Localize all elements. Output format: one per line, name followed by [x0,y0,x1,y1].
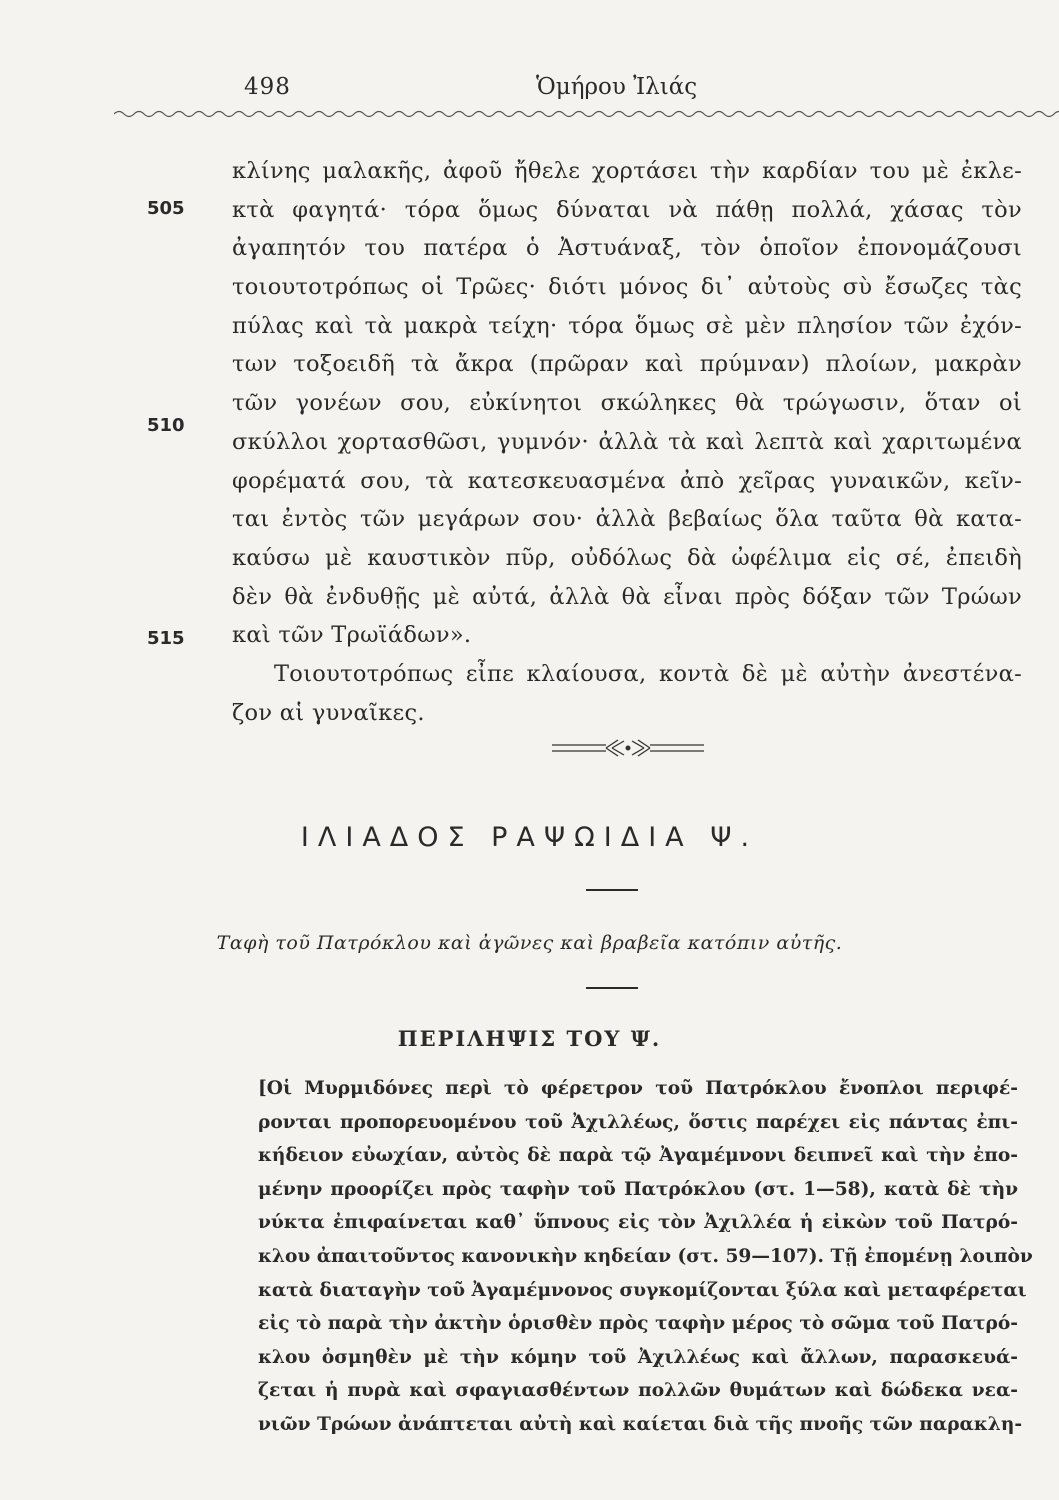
poem-line: ται ἐντὸς τῶν μεγάρων σου· ἀλλὰ βεβαίως ὅλα ταῦτα θὰ κατα- [232,506,1022,533]
summary-text [258,1072,1033,1442]
poem-line: των τοξοειδῆ τὰ ἄκρα (πρῶραν καὶ πρύμναν) πλοίων, μακρὰν [232,351,1022,378]
wavy-header-rule [114,108,1059,120]
title-rule [586,889,638,891]
ornament-divider [548,733,708,763]
poem-text [232,152,1022,732]
summary-line: νιῶν Τρώων ἀνάπτεται αὐτὴ καὶ καίεται διὰ τῆς πνοῆς τῶν παρακλη- [258,1413,1023,1435]
poem-line: σκύλλοι χορτασθῶσι, γυμνόν· ἀλλὰ τὰ καὶ λεπτὰ καὶ χαριτωμένα [232,428,1022,455]
summary-line: ρονται προπορευομένου τοῦ Ἀχιλλέως, ὅστις παρέχει εἰς πάντας ἐπι- [258,1111,1018,1133]
poem-line: τοιουτοτρόπως οἱ Τρῶες· διότι μόνος δι᾽ αὐτοὺς σὺ ἔσωζες τὰς [232,274,1022,301]
poem-line: Τοιουτοτρόπως εἶπε κλαίουσα, κοντὰ δὲ μὲ αὐτὴν ἀνεστένα- [274,660,1022,687]
summary-line: κλου ὀσμηθὲν μὲ τὴν κόμην τοῦ Ἀχιλλέως καὶ ἄλλων, παρασκευά- [258,1346,1018,1368]
summary-line: εἰς τὸ παρὰ τὴν ἀκτὴν ὁρισθὲν πρὸς ταφὴν μέρος τὸ σῶμα τοῦ Πατρό- [258,1313,1018,1335]
summary-line: [Οἱ Μυρμιδόνες περὶ τὸ φέρετρον τοῦ Πατρόκλου ἔνοπλοι περιφέ- [258,1078,1018,1099]
verse-number: 505 [147,198,185,219]
summary-line: κήδειον εὐωχίαν, αὐτὸς δὲ παρὰ τῷ Ἀγαμέμνονι δειπνεῖ καὶ τὴν ἐπο- [258,1145,1018,1167]
verse-number: 510 [147,415,185,436]
page-number: 498 [244,74,291,100]
page-header [244,74,1024,114]
poem-line: ζον αἱ γυναῖκες. [232,699,425,726]
subtitle-rule [586,987,638,989]
poem-line: καὶ τῶν Τρωϊάδων». [232,622,472,649]
verse-number: 515 [147,628,185,649]
summary-line: ζεται ἡ πυρὰ καὶ σφαγιασθέντων πολλῶν θυμάτων καὶ δώδεκα νεα- [258,1380,1018,1402]
poem-line: πύλας καὶ τὰ μακρὰ τείχη· τόρα ὅμως σὲ μὲν πλησίον τῶν ἐχόν- [232,312,1022,339]
poem-line: κλίνης μαλακῆς, ἀφοῦ ἤθελε χορτάσει τὴν καρδίαν του μὲ ἐκλε- [232,158,1022,184]
summary-line: κατὰ διαταγὴν τοῦ Ἀγαμέμνονος συγκομίζονται ξύλα καὶ μεταφέρεται [258,1279,1027,1301]
poem-line: φορέματά σου, τὰ κατεσκευασμένα ἀπὸ χεῖρας γυναικῶν, κεῖν- [232,467,1022,494]
poem-line: ἀγαπητόν του πατέρα ὁ Ἀστυάναξ, τὸν ὁποῖον ἐπονομάζουσι [232,235,1022,262]
poem-line: κτὰ φαγητά· τόρα ὅμως δύναται νὰ πάθῃ πολλά, χάσας τὸν [232,196,1022,223]
summary-line: κλου ἀπαιτοῦντος κανονικὴν κηδείαν (στ. 59—107). Τῇ ἐπομένῃ λοιπὸν [258,1245,1033,1267]
book-subtitle: Ταφὴ τοῦ Πατρόκλου καὶ ἀγῶνες καὶ βραβεῖα κατόπιν αὐτῆς. [216,932,843,954]
summary-heading: ΠΕΡΙΛΗΨΙΣ ΤΟΥ Ψ. [397,1026,662,1051]
poem-line: δὲν θὰ ἐνδυθῇς μὲ αὐτά, ἀλλὰ θὰ εἶναι πρὸς δόξαν τῶν Τρώων [232,583,1022,610]
poem-line: καύσω μὲ καυστικὸν πῦρ, οὐδόλως δὰ ὠφέλιμα εἰς σέ, ἐπειδὴ [232,544,1022,571]
poem-line: τῶν γονέων σου, εὐκίνητοι σκώληκες θὰ τρώγωσιν, ὅταν οἱ [232,390,1022,417]
book-title: ΙΛΙΑΔΟΣ ΡΑΨΩΙΔΙΑ Ψ. [300,822,759,853]
summary-line: μένην προορίζει πρὸς ταφὴν τοῦ Πατρόκλου (στ. 1—58), κατὰ δὲ τὴν [258,1178,1018,1200]
summary-line: νύκτα ἐπιφαίνεται καθ᾽ ὕπνους εἰς τὸν Ἀχιλλέα ἡ εἰκὼν τοῦ Πατρό- [258,1212,1018,1234]
running-title: Ὁμήρου Ἰλιάς [536,74,698,100]
